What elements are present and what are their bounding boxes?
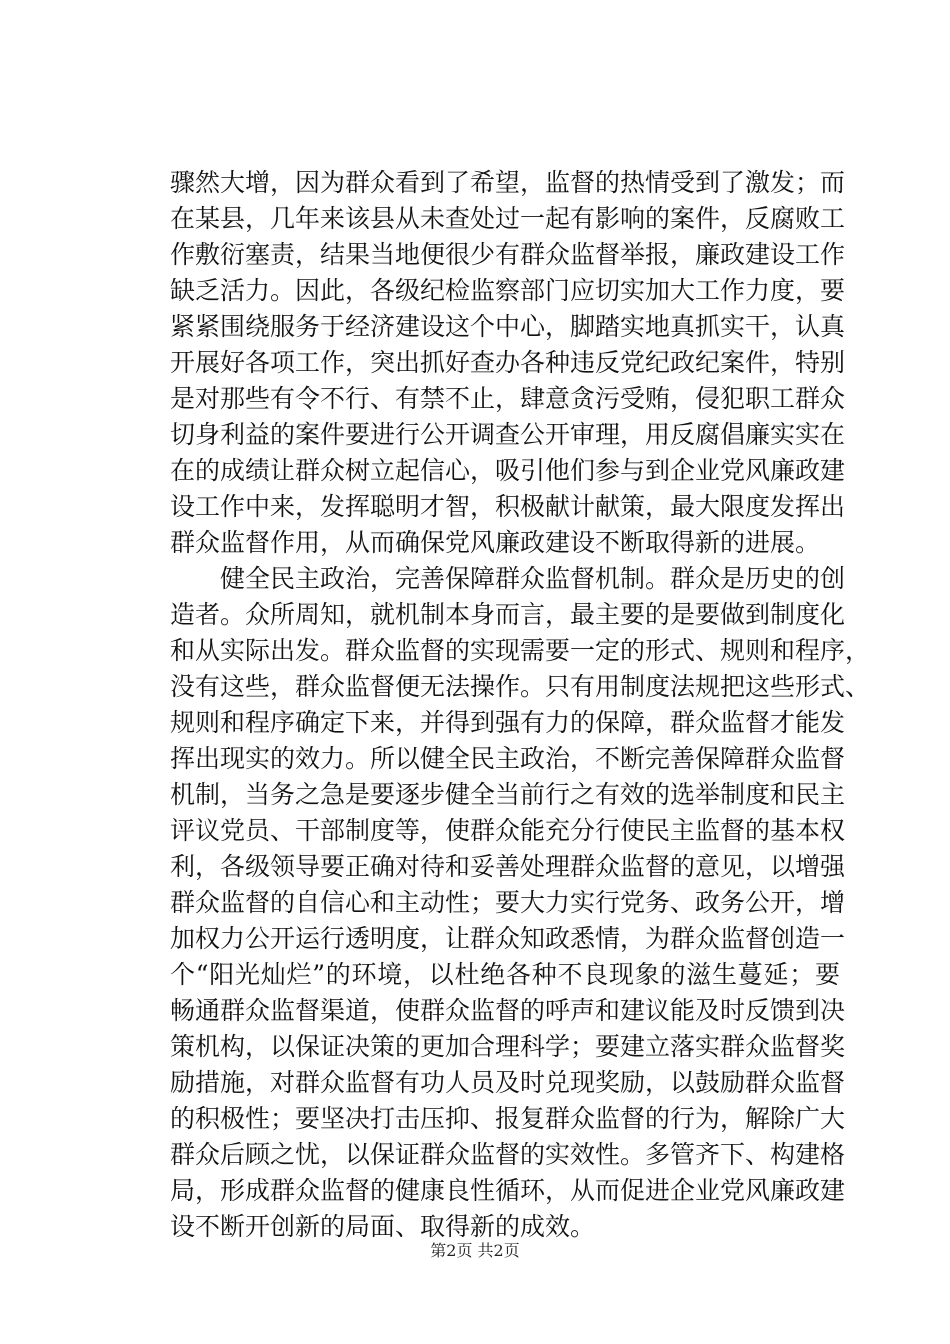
text-line: 励措施，对群众监督有功人员及时兑现奖励，以鼓励群众监督 — [170, 1068, 846, 1097]
text-line: 设工作中来，发挥聪明才智，积极献计献策，最大限度发挥出 — [170, 492, 846, 521]
text-line: 策机构，以保证决策的更加合理科学；要建立落实群众监督奖 — [170, 1032, 846, 1061]
text-line: 机制，当务之急是要逐步健全当前行之有效的选举制度和民主 — [170, 780, 846, 809]
text-line: 设不断开创新的局面、取得新的成效。 — [170, 1212, 596, 1241]
text-line: 在的成绩让群众树立起信心，吸引他们参与到企业党风廉政建 — [170, 456, 846, 485]
text-line: 造者。众所周知，就机制本身而言，最主要的是要做到制度化 — [170, 600, 846, 629]
text-line: 挥出现实的效力。所以健全民主政治，不断完善保障群众监督 — [170, 744, 846, 773]
text-line: 评议党员、干部制度等，使群众能充分行使民主监督的基本权 — [170, 816, 846, 845]
text-line: 局，形成群众监督的健康良性循环，从而促进企业党风廉政建 — [170, 1176, 846, 1205]
text-line: 利，各级领导要正确对待和妥善处理群众监督的意见，以增强 — [170, 852, 846, 881]
text-line: 是对那些有令不行、有禁不止，肆意贪污受贿，侵犯职工群众 — [170, 384, 846, 413]
text-line: 紧紧围绕服务于经济建设这个中心，脚踏实地真抓实干，认真 — [170, 312, 846, 341]
paragraph-1 — [170, 165, 846, 561]
text-line: 作敷衍塞责，结果当地便很少有群众监督举报，廉政建设工作 — [170, 240, 846, 269]
text-line: 缺乏活力。因此，各级纪检监察部门应切实加大工作力度，要 — [170, 276, 846, 305]
text-line: 健全民主政治，完善保障群众监督机制。群众是历史的创 — [170, 564, 846, 593]
text-line: 群众监督的自信心和主动性；要大力实行党务、政务公开，增 — [170, 888, 846, 917]
text-line: 在某县，几年来该县从未查处过一起有影响的案件，反腐败工 — [170, 204, 846, 233]
text-line: 畅通群众监督渠道，使群众监督的呼声和建议能及时反馈到决 — [170, 996, 846, 1025]
text-line: 加权力公开运行透明度，让群众知政悉情，为群众监督创造一 — [170, 924, 846, 953]
text-line: 群众监督作用，从而确保党风廉政建设不断取得新的进展。 — [170, 528, 821, 557]
text-line: 个“阳光灿烂”的环境，以杜绝各种不良现象的滋生蔓延；要 — [170, 960, 840, 989]
page-number-footer: 第2页 共2页 — [430, 1241, 520, 1260]
text-line: 群众后顾之忧，以保证群众监督的实效性。多管齐下、构建格 — [170, 1140, 846, 1169]
text-line: 的积极性；要坚决打击压抑、报复群众监督的行为，解除广大 — [170, 1104, 846, 1133]
text-line: 骤然大增，因为群众看到了希望，监督的热情受到了激发；而 — [170, 168, 846, 197]
text-line: 开展好各项工作，突出抓好查办各种违反党纪政纪案件，特别 — [170, 348, 846, 377]
text-line: 没有这些，群众监督便无法操作。只有用制度法规把这些形式、 — [170, 672, 871, 701]
document-body — [170, 165, 871, 1245]
paragraph-2 — [170, 561, 871, 1245]
text-line: 切身利益的案件要进行公开调查公开审理，用反腐倡廉实实在 — [170, 420, 846, 449]
text-line: 规则和程序确定下来，并得到强有力的保障，群众监督才能发 — [170, 708, 846, 737]
text-line: 和从实际出发。群众监督的实现需要一定的形式、规则和程序， — [170, 636, 871, 665]
